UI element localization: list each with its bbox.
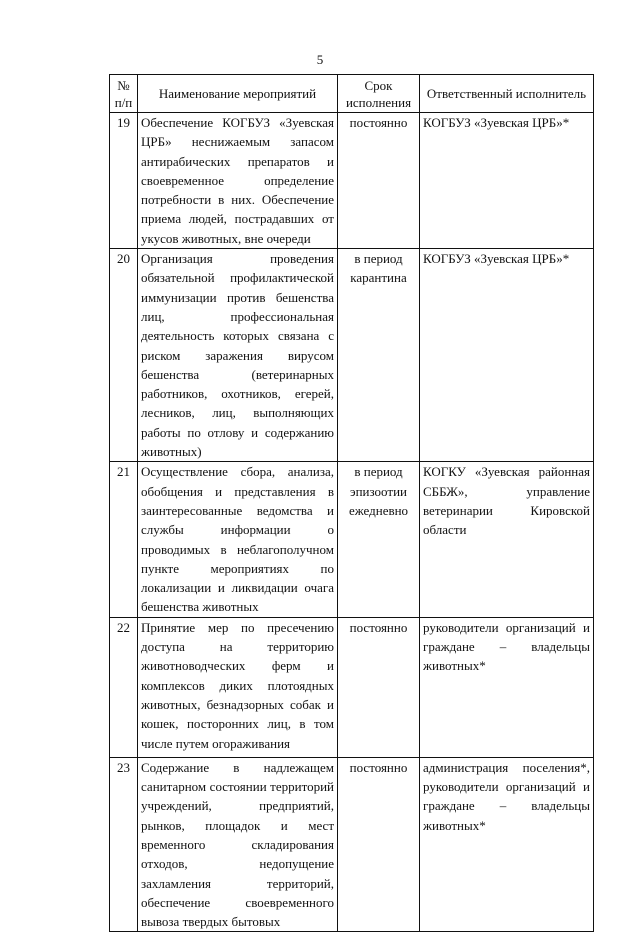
row-number: 23	[110, 757, 138, 932]
table-row	[110, 757, 594, 932]
header-term: Срок исполнения	[338, 75, 420, 113]
row-activity: Организация проведения обязательной профилактической иммунизации против бешенства лиц, профессиональная деятельность которых связана с риском заражения вирусом бешенства (ветеринарных работников, охотников, егерей, лесников, лиц, выполняющих работы по отлову и содержанию животных)	[138, 249, 338, 462]
row-responsible: КОГБУЗ «Зуевская ЦРБ»*	[420, 113, 594, 249]
table-row	[110, 462, 594, 617]
row-activity: Принятие мер по пресечению доступа на территорию животноводческих ферм и комплексов диких плотоядных животных, безнадзорных собак и кошек, посторонних лиц, в том числе путем огораживания	[138, 617, 338, 757]
row-responsible: КОГБУЗ «Зуевская ЦРБ»*	[420, 249, 594, 462]
header-activity: Наименование мероприятий	[138, 75, 338, 113]
row-term: в период карантина	[338, 249, 420, 462]
row-activity: Обеспечение КОГБУЗ «Зуевская ЦРБ» неснижаемым запасом антирабических препаратов и своевременное определение потребности в них. Обеспечение приема людей, пострадавших от укусов животных, вне очереди	[138, 113, 338, 249]
row-responsible: руководители организаций и граждане – владельцы животных*	[420, 617, 594, 757]
table-row	[110, 617, 594, 757]
row-term: постоянно	[338, 113, 420, 249]
row-activity: Содержание в надлежащем санитарном состоянии территорий учреждений, предприятий, рынков, площадок и мест временного складирования отходов, недопущение захламления территорий, обеспечение своевременного вывоза твердых бытовых	[138, 757, 338, 932]
header-number: № п/п	[110, 75, 138, 113]
row-responsible: администрация поселения*, руководители организаций и граждане – владельцы животных*	[420, 757, 594, 932]
row-number: 21	[110, 462, 138, 617]
table-row	[110, 113, 594, 249]
header-responsible: Ответственный исполнитель	[420, 75, 594, 113]
page-number: 5	[316, 52, 324, 67]
row-responsible: КОГКУ «Зуевская районная СББЖ», управление ветеринарии Кировской области	[420, 462, 594, 617]
table-row	[110, 249, 594, 462]
row-activity: Осуществление сбора, анализа, обобщения и представления в заинтересованные ведомства и службы информации о проводимых в неблагополучном пункте мероприятиях по локализации и ликвидации очага бешенства животных	[138, 462, 338, 617]
row-number: 20	[110, 249, 138, 462]
row-number: 22	[110, 617, 138, 757]
table-header-row	[110, 75, 594, 113]
measures-table	[109, 74, 594, 932]
row-term: постоянно	[338, 617, 420, 757]
row-term: в период эпизоотии ежедневно	[338, 462, 420, 617]
row-term: постоянно	[338, 757, 420, 932]
row-number: 19	[110, 113, 138, 249]
